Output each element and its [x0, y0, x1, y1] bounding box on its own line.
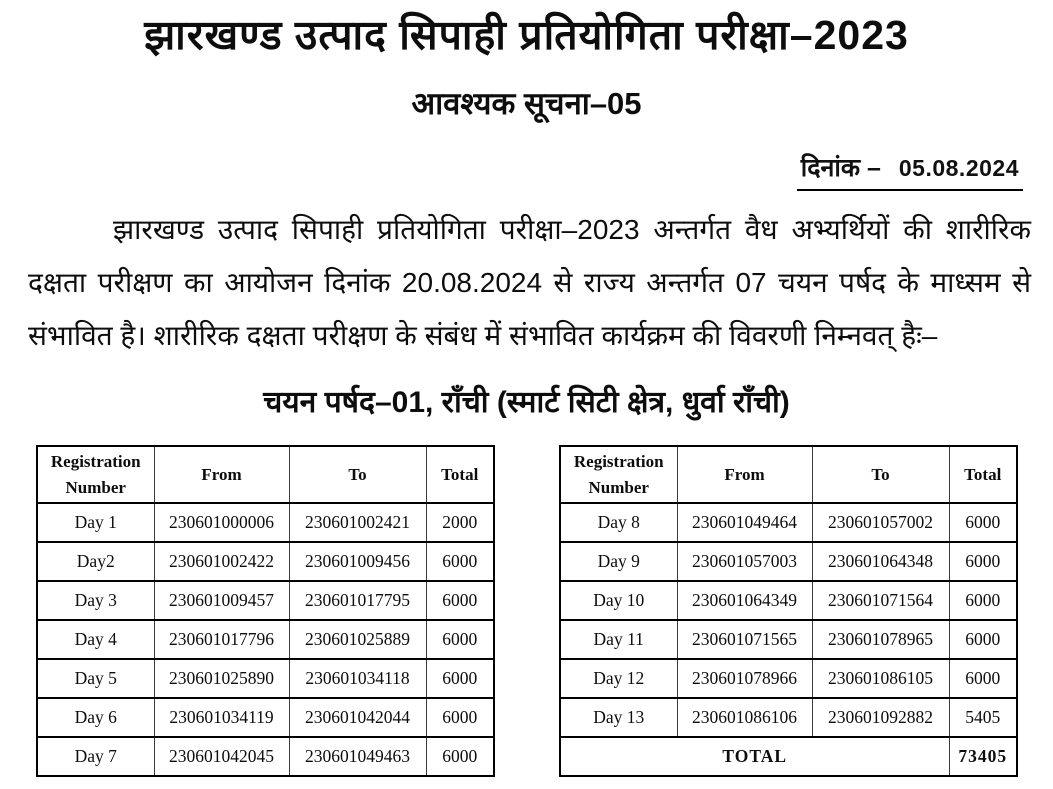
table-row — [37, 737, 494, 776]
to-registration-cell: 230601009456 — [289, 542, 426, 581]
day-cell: Day 5 — [37, 659, 154, 698]
to-registration-cell: 230601086105 — [812, 659, 949, 698]
from-registration-cell: 230601042045 — [154, 737, 289, 776]
table-row — [37, 698, 494, 737]
table-row — [560, 659, 1017, 698]
day-cell: Day 1 — [37, 503, 154, 542]
day-cell: Day 8 — [560, 503, 677, 542]
schedule-table-days-8-13 — [559, 445, 1018, 777]
total-cell: 6000 — [949, 659, 1017, 698]
to-registration-cell: 230601002421 — [289, 503, 426, 542]
total-cell: 6000 — [949, 503, 1017, 542]
table-row — [37, 503, 494, 542]
table-row — [560, 698, 1017, 737]
total-cell: 6000 — [426, 737, 494, 776]
total-cell: 5405 — [949, 698, 1017, 737]
from-registration-cell: 230601017796 — [154, 620, 289, 659]
from-registration-cell: 230601064349 — [677, 581, 812, 620]
notice-paragraph: झारखण्ड उत्पाद सिपाही प्रतियोगिता परीक्षा–2023 अन्तर्गत वैध अभ्यर्थियों की शारीरिक दक्षता परीक्षण का आयोजन दिनांक 20.08.2024 से राज्य अन्तर्गत 07 चयन पर्षद के माध्सम से संभावित है। शारीरिक दक्षता परीक्षण के संबंध में संभावित कार्यक्रम की विवरणी निम्नवत् हैः– — [28, 214, 1031, 351]
column-header: Registration Number — [560, 446, 677, 503]
to-registration-cell: 230601049463 — [289, 737, 426, 776]
table-row — [560, 503, 1017, 542]
to-registration-cell: 230601057002 — [812, 503, 949, 542]
table-row — [560, 581, 1017, 620]
table-row — [560, 620, 1017, 659]
day-cell: Day 7 — [37, 737, 154, 776]
column-header: Total — [949, 446, 1017, 503]
table-row — [560, 542, 1017, 581]
table-row — [37, 542, 494, 581]
day-cell: Day 13 — [560, 698, 677, 737]
document-subtitle: आवश्यक सूचना–05 — [411, 86, 642, 121]
schedule-table-days-1-7 — [36, 445, 495, 777]
from-registration-cell: 230601078966 — [677, 659, 812, 698]
from-registration-cell: 230601086106 — [677, 698, 812, 737]
schedule-tables — [36, 445, 1018, 777]
total-cell: 6000 — [426, 542, 494, 581]
from-registration-cell: 230601057003 — [677, 542, 812, 581]
total-cell: 6000 — [426, 659, 494, 698]
table-row — [37, 659, 494, 698]
footer-row — [560, 737, 1017, 776]
day-cell: Day 3 — [37, 581, 154, 620]
to-registration-cell: 230601092882 — [812, 698, 949, 737]
total-cell: 6000 — [426, 620, 494, 659]
to-registration-cell: 230601025889 — [289, 620, 426, 659]
date-value: 05.08.2024 — [898, 155, 1019, 181]
table-row — [37, 581, 494, 620]
total-cell: 6000 — [426, 581, 494, 620]
from-registration-cell: 230601002422 — [154, 542, 289, 581]
column-header: From — [154, 446, 289, 503]
footer-total-cell: 73405 — [949, 737, 1017, 776]
to-registration-cell: 230601071564 — [812, 581, 949, 620]
day-cell: Day 12 — [560, 659, 677, 698]
header-row — [560, 446, 1017, 503]
from-registration-cell: 230601071565 — [677, 620, 812, 659]
date-label: दिनांक – — [800, 154, 881, 182]
to-registration-cell: 230601017795 — [289, 581, 426, 620]
day-cell: Day 11 — [560, 620, 677, 659]
footer-label-cell: TOTAL — [560, 737, 949, 776]
column-header: To — [812, 446, 949, 503]
day-cell: Day 4 — [37, 620, 154, 659]
column-header: To — [289, 446, 426, 503]
day-cell: Day 6 — [37, 698, 154, 737]
to-registration-cell: 230601042044 — [289, 698, 426, 737]
column-header: From — [677, 446, 812, 503]
total-cell: 2000 — [426, 503, 494, 542]
document-title: झारखण्ड उत्पाद सिपाही प्रतियोगिता परीक्षा–2023 — [144, 12, 909, 58]
to-registration-cell: 230601078965 — [812, 620, 949, 659]
from-registration-cell: 230601000006 — [154, 503, 289, 542]
day-cell: Day2 — [37, 542, 154, 581]
total-cell: 6000 — [949, 620, 1017, 659]
total-cell: 6000 — [426, 698, 494, 737]
from-registration-cell: 230601009457 — [154, 581, 289, 620]
from-registration-cell: 230601025890 — [154, 659, 289, 698]
day-cell: Day 9 — [560, 542, 677, 581]
to-registration-cell: 230601034118 — [289, 659, 426, 698]
date-line — [797, 150, 1023, 191]
total-cell: 6000 — [949, 542, 1017, 581]
to-registration-cell: 230601064348 — [812, 542, 949, 581]
section-heading: चयन पर्षद–01, राँची (स्मार्ट सिटी क्षेत्र, धुर्वा राँची) — [263, 386, 790, 419]
header-row — [37, 446, 494, 503]
table-row — [37, 620, 494, 659]
total-cell: 6000 — [949, 581, 1017, 620]
column-header: Total — [426, 446, 494, 503]
from-registration-cell: 230601049464 — [677, 503, 812, 542]
column-header: Registration Number — [37, 446, 154, 503]
day-cell: Day 10 — [560, 581, 677, 620]
from-registration-cell: 230601034119 — [154, 698, 289, 737]
